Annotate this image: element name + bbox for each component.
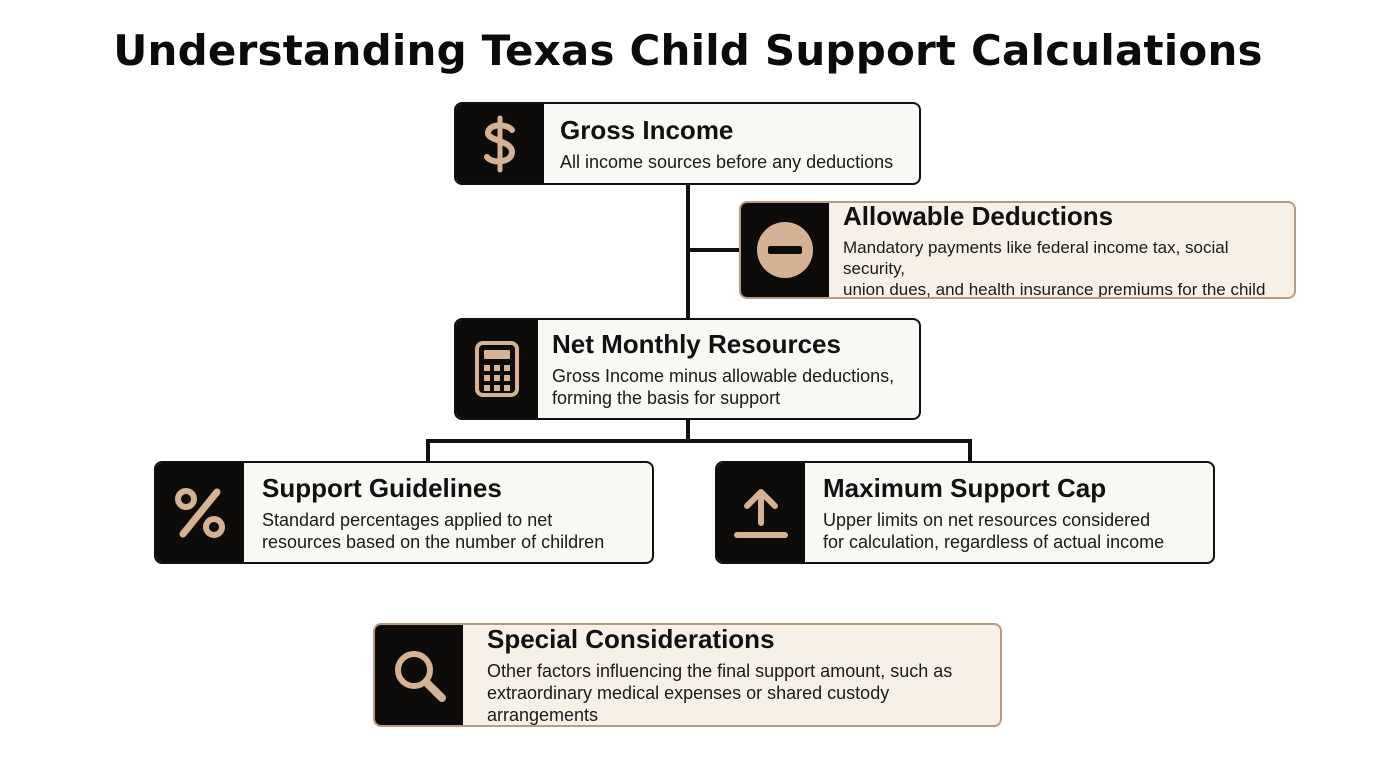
node-icon-box (456, 320, 538, 418)
node-text (538, 320, 919, 418)
node-description (843, 237, 1288, 300)
node-heading: Allowable Deductions (843, 201, 1114, 231)
desc-line: for calculation, regardless of actual income (823, 531, 1165, 552)
node-heading: Maximum Support Cap (823, 472, 1107, 503)
node-gross-income (454, 102, 921, 185)
node-text (463, 625, 1000, 725)
minus-circle-icon (756, 221, 814, 279)
node-special-considerations (373, 623, 1002, 727)
node-heading: Special Considerations (487, 624, 775, 654)
dollar-icon (478, 114, 522, 174)
desc-line: union dues, and health insurance premiums for the child (843, 279, 1266, 299)
node-icon-box (156, 463, 244, 562)
node-description (823, 509, 1207, 553)
node-heading: Support Guidelines (262, 472, 502, 503)
node-description (560, 151, 913, 173)
node-allowable-deductions (739, 201, 1296, 299)
diagram-title: Understanding Texas Child Support Calculations (113, 26, 1263, 75)
desc-line: Upper limits on net resources considered (823, 509, 1151, 530)
node-text (544, 104, 919, 183)
node-maximum-support-cap (715, 461, 1215, 564)
node-heading: Net Monthly Resources (552, 329, 841, 359)
desc-line: Gross Income minus allowable deductions, (552, 366, 895, 386)
desc-line: All income sources before any deductions (560, 151, 894, 172)
node-description (262, 509, 646, 553)
node-icon-box (375, 625, 463, 725)
node-description (552, 365, 913, 409)
percent-icon (173, 486, 227, 540)
node-description (487, 660, 994, 726)
desc-line: extraordinary medical expenses or shared custody arrangements (487, 683, 890, 725)
node-icon-box (717, 463, 805, 562)
node-text (829, 203, 1294, 297)
desc-line: resources based on the number of children (262, 531, 605, 552)
node-icon-box (456, 104, 544, 183)
node-net-monthly-resources (454, 318, 921, 420)
desc-line: Other factors influencing the final support amount, such as (487, 661, 953, 681)
desc-line: Mandatory payments like federal income tax, social security, (843, 237, 1229, 278)
node-text (805, 463, 1213, 562)
node-icon-box (741, 203, 829, 297)
desc-line: forming the basis for support (552, 388, 781, 408)
node-heading: Gross Income (560, 114, 734, 145)
calculator-icon (475, 341, 519, 397)
node-support-guidelines (154, 461, 654, 564)
upload-arrow-icon (733, 485, 789, 541)
magnifier-icon (390, 646, 448, 704)
desc-line: Standard percentages applied to net (262, 509, 553, 530)
node-text (244, 463, 652, 562)
